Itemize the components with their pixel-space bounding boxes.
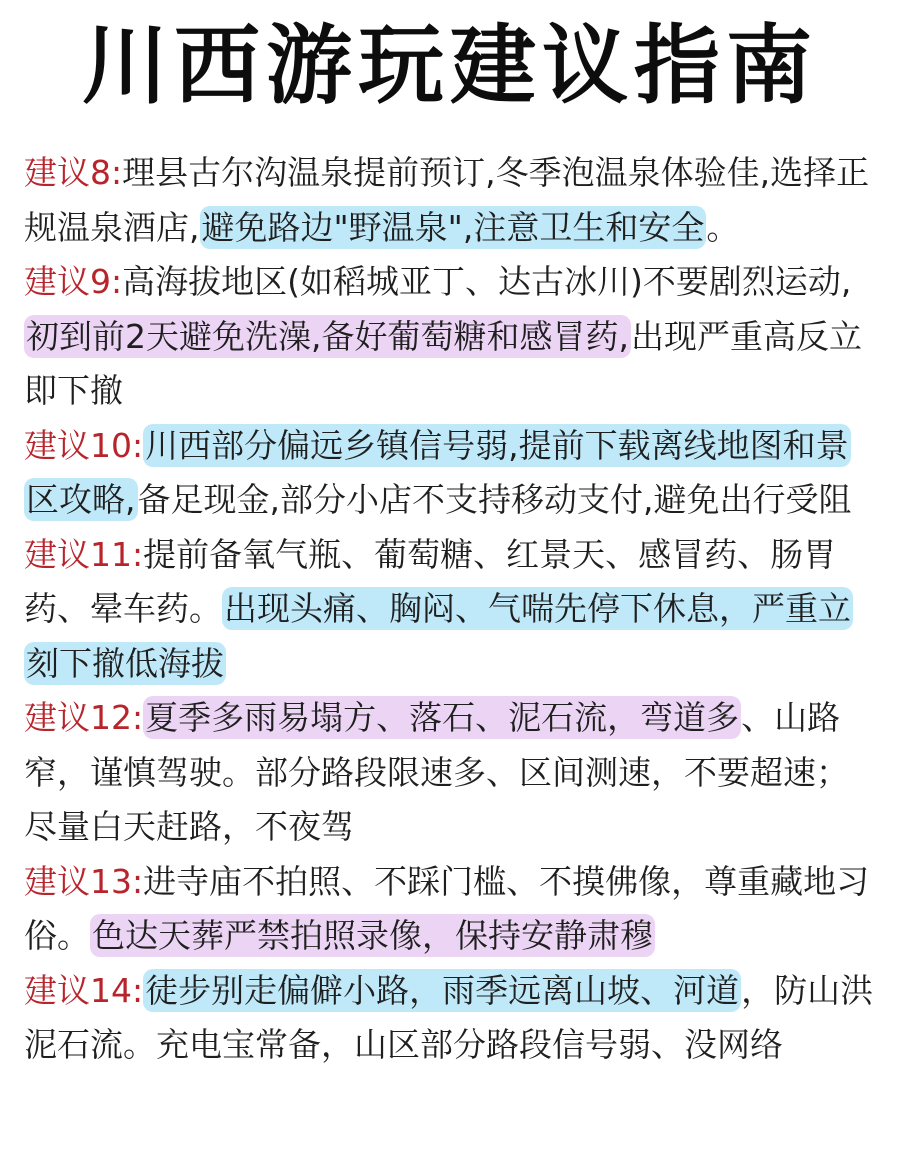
page-title: 川西游玩建议指南 bbox=[82, 16, 818, 116]
tip-highlight: 色达天葬严禁拍照录像，保持安静肃穆 bbox=[92, 916, 653, 955]
tip-14 bbox=[24, 964, 876, 1073]
tip-text: ，防山洪泥石流。充电宝常备，山区部分路段信号弱、没网络 bbox=[24, 970, 874, 1064]
tip-label: 建议12: bbox=[24, 698, 144, 737]
tip-label: 建议11: bbox=[24, 534, 144, 574]
tip-highlight: 初到前2天避免洗澡,备好葡萄糖和感冒药, bbox=[26, 316, 629, 356]
tip-text: 高海拔地区(如稻城亚丁、达古冰川)不要剧烈运动, bbox=[122, 262, 852, 301]
tip-8 bbox=[24, 146, 876, 255]
tip-label: 建议9: bbox=[24, 262, 123, 301]
tip-12 bbox=[24, 691, 876, 855]
tip-label: 建议13: bbox=[24, 861, 144, 901]
tip-highlight: 夏季多雨易塌方、落石、泥石流，弯道多 bbox=[145, 698, 740, 737]
tip-text: 提前备氧气瓶、葡萄糖、红景天、感冒药、肠胃药、晕车药。 bbox=[24, 534, 837, 628]
tip-11 bbox=[24, 528, 876, 692]
tip-label: 建议14: bbox=[24, 970, 144, 1010]
tip-highlight: 出现头痛、胸闷、气喘先停下休息，严重立刻下撤低海拔 bbox=[26, 589, 851, 683]
tip-highlight: 徒步别走偏僻小路，雨季远离山坡、河道 bbox=[145, 970, 740, 1010]
tip-label: 建议10: bbox=[24, 425, 144, 465]
tip-text: 进寺庙不拍照、不踩门槛、不摸佛像，尊重藏地习俗。 bbox=[24, 861, 870, 955]
tip-text: 理县古尔沟温泉提前预订,冬季泡温泉体验佳,选择正规温泉酒店, bbox=[24, 153, 870, 247]
tip-text: 出现严重高反立即下撤 bbox=[24, 316, 862, 410]
tip-text: 。 bbox=[706, 207, 740, 247]
tip-9 bbox=[24, 255, 876, 419]
tip-text: 、山路窄，谨慎驾驶。部分路段限速多、区间测速，不要超速；尽量白天赶路，不夜驾 bbox=[24, 698, 849, 846]
tip-10 bbox=[24, 419, 876, 528]
tip-13 bbox=[24, 855, 876, 964]
tip-highlight: 川西部分偏远乡镇信号弱,提前下载离线地图和景区攻略, bbox=[26, 425, 849, 519]
tip-text: 备足现金,部分小店不支持移动支付,避免出行受阻 bbox=[137, 480, 852, 519]
tip-highlight: 避免路边"野温泉",注意卫生和安全 bbox=[201, 207, 705, 247]
tips-list bbox=[24, 146, 876, 1073]
tip-label: 建议8: bbox=[24, 153, 123, 192]
